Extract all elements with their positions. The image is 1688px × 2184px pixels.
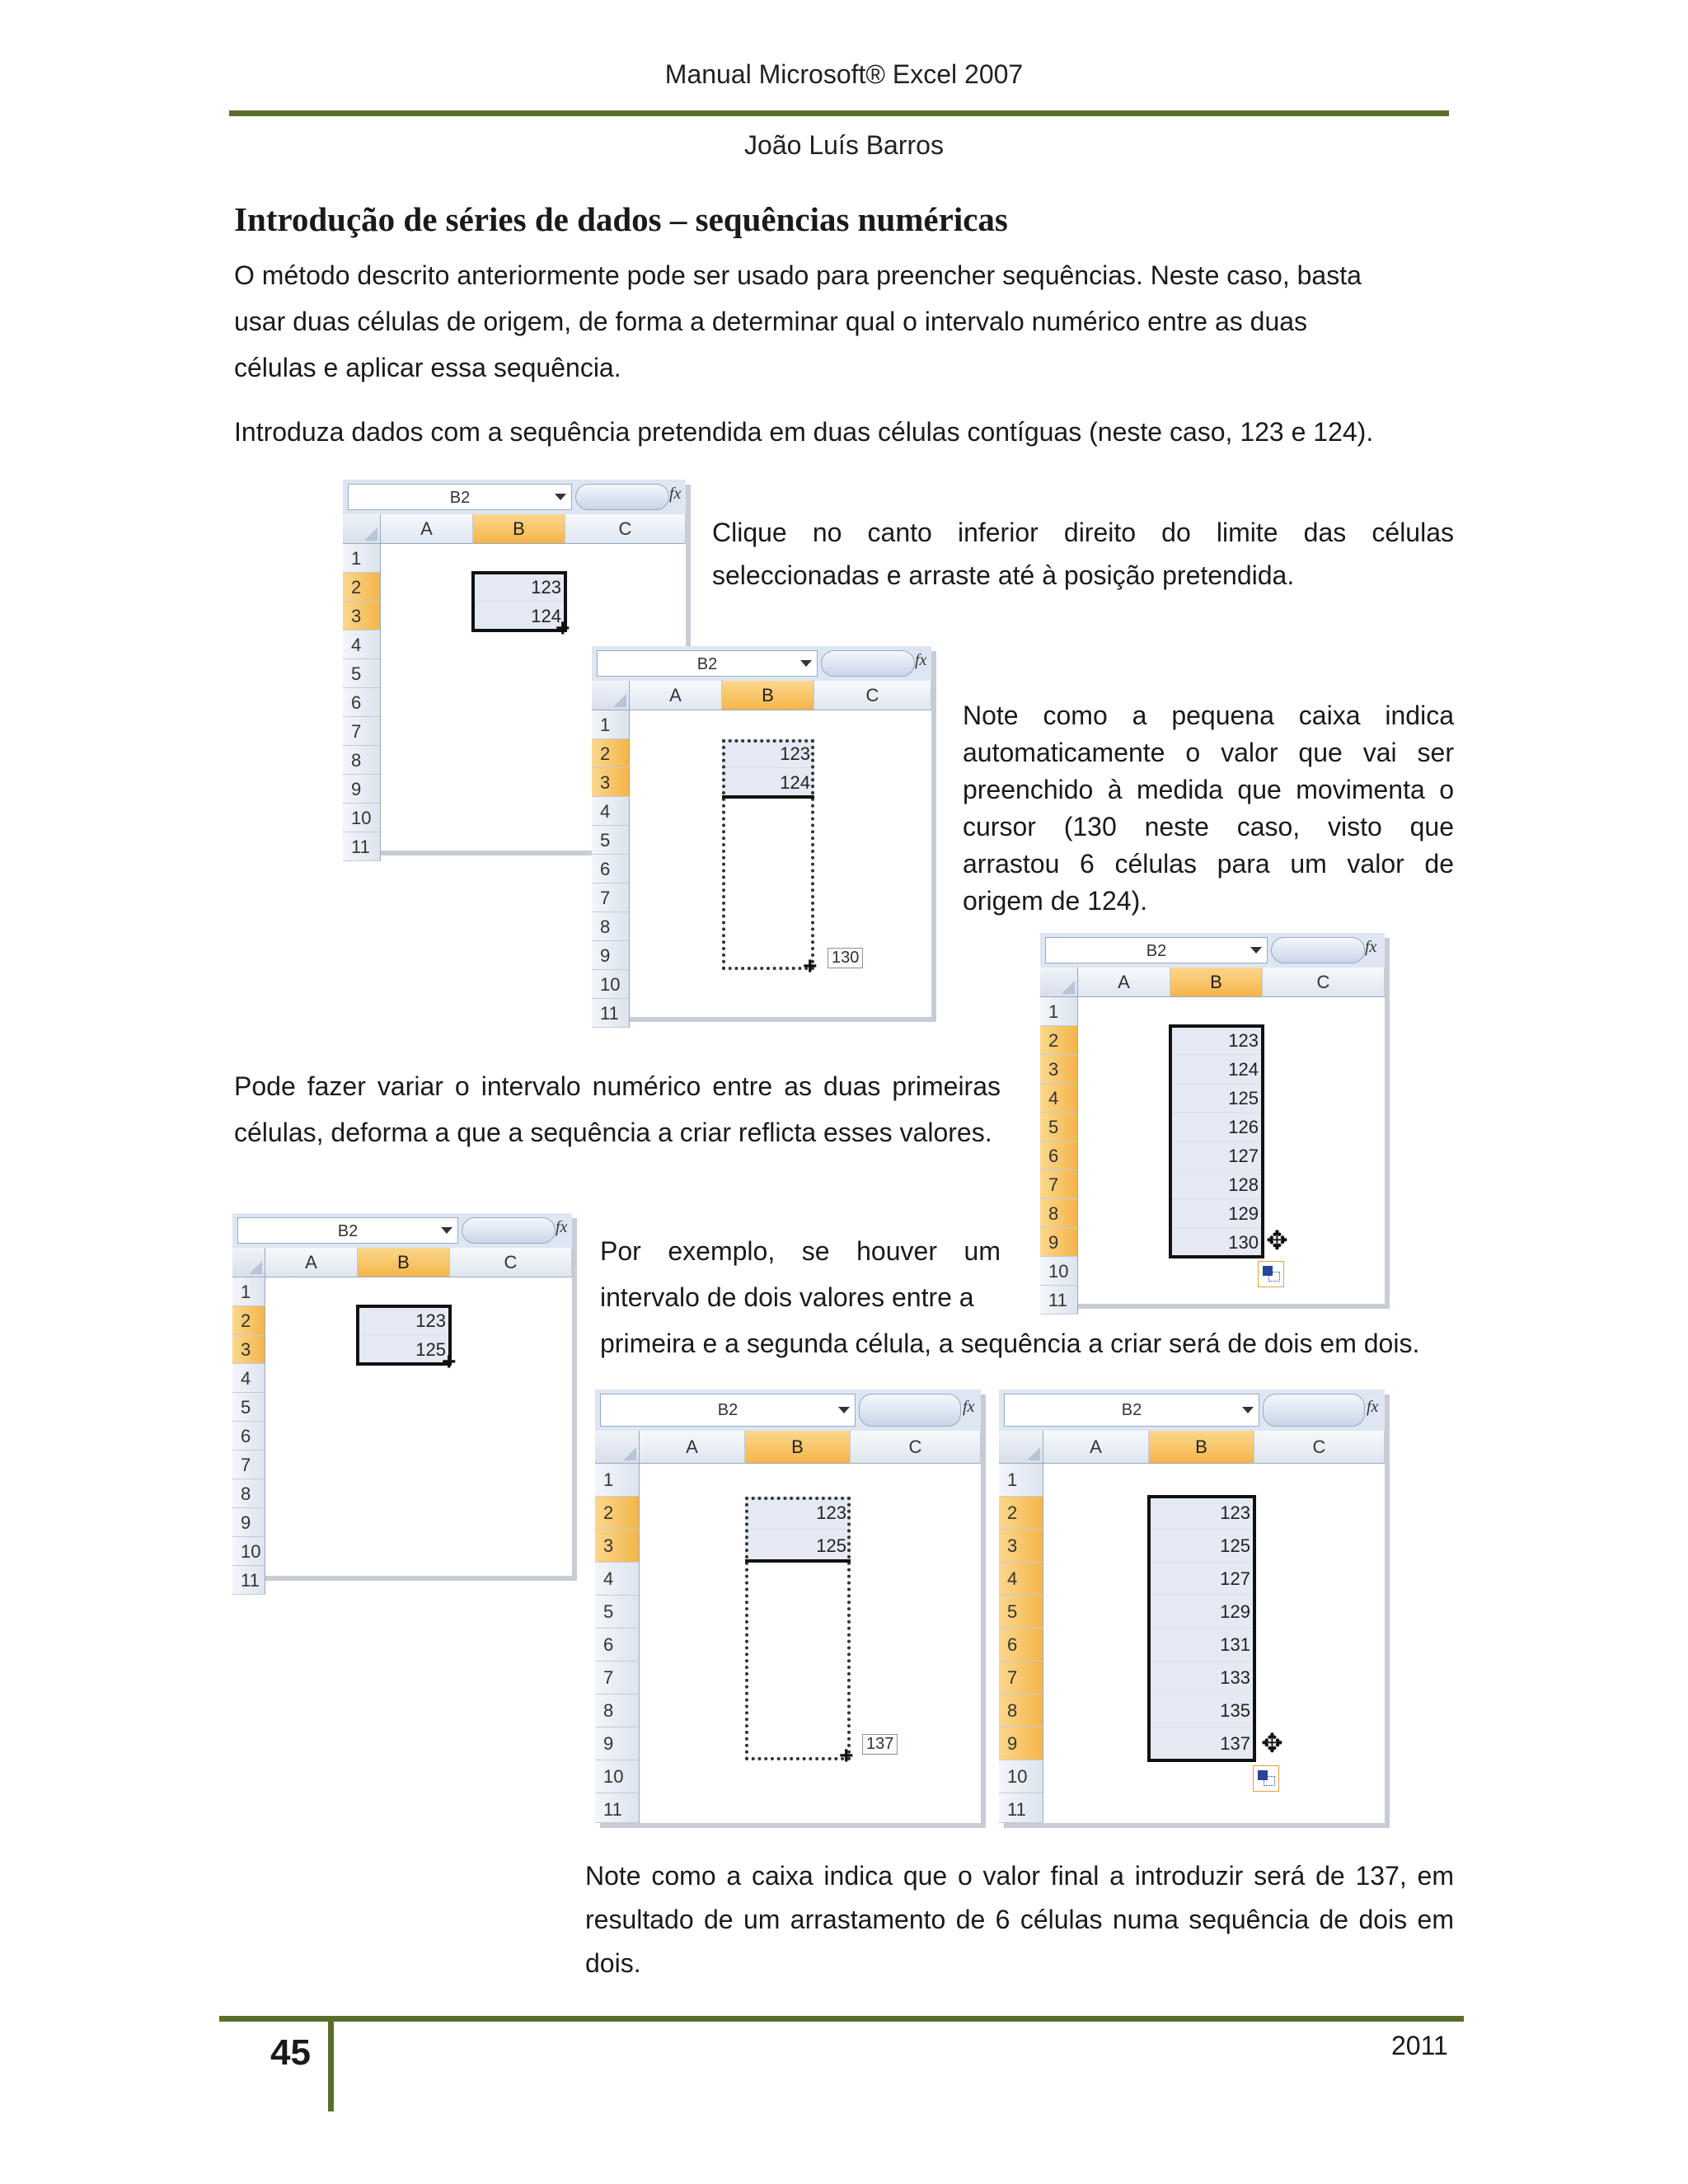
row-header-2[interactable]: 2 bbox=[1040, 1026, 1078, 1055]
row-header-1[interactable]: 1 bbox=[232, 1277, 265, 1306]
row-header-11[interactable]: 11 bbox=[999, 1793, 1043, 1823]
row-header-7[interactable]: 7 bbox=[592, 883, 630, 912]
chevron-down-icon[interactable] bbox=[838, 1407, 850, 1413]
cell-b3[interactable]: 125 bbox=[745, 1530, 851, 1563]
row-header-9[interactable]: 9 bbox=[595, 1727, 640, 1760]
column-header-a[interactable]: A bbox=[630, 681, 722, 710]
row-header-3[interactable]: 3 bbox=[595, 1530, 640, 1563]
row-header-10[interactable]: 10 bbox=[592, 970, 630, 999]
excel-screenshot-3 bbox=[1040, 933, 1385, 1310]
row-header-9[interactable]: 9 bbox=[1040, 1228, 1078, 1257]
column-header-c[interactable]: C bbox=[450, 1248, 572, 1277]
row-header-8[interactable]: 8 bbox=[595, 1694, 640, 1727]
row-header-10[interactable]: 10 bbox=[343, 804, 381, 832]
chevron-down-icon[interactable] bbox=[1250, 947, 1262, 954]
row-header-6[interactable]: 6 bbox=[343, 688, 381, 717]
selection-border bbox=[356, 1305, 452, 1366]
column-header-c[interactable]: C bbox=[814, 681, 931, 710]
document-title: Manual Microsoft® Excel 2007 bbox=[664, 59, 1024, 89]
author-name: João Luís Barros bbox=[744, 130, 944, 160]
cell-b2[interactable]: 123 bbox=[358, 1306, 450, 1335]
row-header-10[interactable]: 10 bbox=[1040, 1257, 1078, 1286]
function-icon[interactable]: fx bbox=[915, 651, 927, 669]
formula-bar-expander[interactable] bbox=[462, 1217, 556, 1244]
row-header-4[interactable]: 4 bbox=[1040, 1084, 1078, 1113]
select-all-corner[interactable] bbox=[1040, 968, 1078, 997]
selection-border bbox=[471, 571, 567, 632]
row-header-6[interactable]: 6 bbox=[232, 1422, 265, 1451]
drag-fill-range bbox=[722, 739, 814, 970]
formula-bar bbox=[1040, 933, 1385, 968]
cell-b2[interactable]: 123 bbox=[722, 739, 814, 768]
function-icon[interactable]: fx bbox=[1365, 938, 1377, 956]
row-header-4[interactable]: 4 bbox=[343, 630, 381, 659]
column-header-b[interactable]: B bbox=[1170, 968, 1263, 997]
cell-b2[interactable]: 123 bbox=[745, 1497, 851, 1530]
name-box[interactable] bbox=[1004, 1394, 1259, 1427]
column-header-a[interactable]: A bbox=[381, 514, 473, 544]
row-header-2[interactable]: 2 bbox=[999, 1497, 1043, 1530]
chevron-down-icon[interactable] bbox=[555, 494, 566, 500]
cell-b4[interactable]: 125 bbox=[1170, 1084, 1263, 1113]
step-two-text: Clique no canto inferior direito do limite das células seleccionadas e arraste até à posição pretendida. bbox=[712, 518, 1454, 590]
cell-b9[interactable]: 130 bbox=[1170, 1228, 1263, 1257]
select-all-corner[interactable] bbox=[232, 1248, 265, 1277]
note-one-text: Note como a pequena caixa indica automaticamente o valor que vai ser preenchido à medida que movimenta o cursor (130 neste caso, visto que arrastou 6 células para um valor de origem de 124). bbox=[963, 701, 1454, 916]
row-header-10[interactable]: 10 bbox=[999, 1760, 1043, 1793]
name-box-value: B2 bbox=[717, 1401, 738, 1419]
formula-bar-expander[interactable] bbox=[1271, 937, 1365, 963]
cell-b6[interactable]: 131 bbox=[1149, 1629, 1254, 1661]
row-header-10[interactable]: 10 bbox=[232, 1537, 265, 1566]
column-header-b[interactable]: B bbox=[473, 514, 565, 544]
row-header-6[interactable]: 6 bbox=[592, 855, 630, 883]
cell-b3[interactable]: 125 bbox=[358, 1335, 450, 1364]
row-header-4[interactable]: 4 bbox=[999, 1563, 1043, 1596]
cell-b3[interactable]: 125 bbox=[1149, 1530, 1254, 1563]
row-header-8[interactable]: 8 bbox=[232, 1479, 265, 1508]
intro-line-2: usar duas células de origem, de forma a determinar qual o intervalo numérico entre as duas bbox=[234, 307, 1308, 336]
column-header-b[interactable]: B bbox=[722, 681, 814, 710]
chevron-down-icon[interactable] bbox=[1242, 1407, 1254, 1413]
row-header-3[interactable]: 3 bbox=[999, 1530, 1043, 1563]
name-box[interactable] bbox=[1045, 937, 1268, 963]
row-header-1[interactable]: 1 bbox=[595, 1464, 640, 1497]
row-header-1[interactable]: 1 bbox=[1040, 997, 1078, 1026]
selection-border bbox=[1169, 1024, 1264, 1258]
move-cursor-icon: ✥ bbox=[1261, 1728, 1283, 1758]
column-header-b[interactable]: B bbox=[1149, 1431, 1254, 1464]
auto-fill-options-icon[interactable] bbox=[1258, 1261, 1284, 1287]
move-cursor-icon: ✥ bbox=[1266, 1226, 1288, 1255]
footer-rule bbox=[219, 2016, 1464, 2022]
name-box[interactable] bbox=[237, 1217, 458, 1244]
source-range-bottom-border bbox=[745, 1559, 851, 1563]
row-header-9[interactable]: 9 bbox=[343, 775, 381, 804]
excel-screenshot-6 bbox=[999, 1390, 1385, 1823]
column-header-a[interactable]: A bbox=[1043, 1431, 1149, 1464]
auto-fill-options-icon[interactable] bbox=[1253, 1765, 1279, 1792]
column-header-c[interactable]: C bbox=[851, 1431, 981, 1464]
note-two-text: Note como a caixa indica que o valor final a introduzir será de 137, em resultado de um arrastamento de 6 células numa sequência de dois em dois. bbox=[585, 1861, 1454, 1978]
cell-b3[interactable]: 124 bbox=[722, 768, 814, 797]
column-header-c[interactable]: C bbox=[1263, 968, 1385, 997]
column-header-c[interactable]: C bbox=[565, 514, 686, 544]
row-header-8[interactable]: 8 bbox=[592, 912, 630, 941]
cell-b8[interactable]: 135 bbox=[1149, 1694, 1254, 1727]
step-one-text: Introduza dados com a sequência pretendida em duas células contíguas (neste caso, 123 e 124). bbox=[234, 417, 1374, 447]
row-header-7[interactable]: 7 bbox=[999, 1661, 1043, 1694]
fill-handle-cursor-icon: + bbox=[442, 1348, 457, 1376]
row-header-8[interactable]: 8 bbox=[1040, 1199, 1078, 1228]
row-header-3[interactable]: 3 bbox=[232, 1335, 265, 1364]
name-box-value: B2 bbox=[696, 655, 718, 673]
select-all-corner[interactable] bbox=[595, 1431, 640, 1464]
column-header-a[interactable]: A bbox=[1078, 968, 1170, 997]
cell-b7[interactable]: 128 bbox=[1170, 1170, 1263, 1199]
row-header-10[interactable]: 10 bbox=[595, 1760, 640, 1793]
section-title: Introdução de séries de dados – sequências numéricas bbox=[234, 200, 1008, 238]
cell-b6[interactable]: 127 bbox=[1170, 1141, 1263, 1170]
row-header-8[interactable]: 8 bbox=[343, 746, 381, 775]
name-box[interactable] bbox=[348, 484, 572, 510]
row-header-5[interactable]: 5 bbox=[595, 1596, 640, 1629]
cell-b3[interactable]: 124 bbox=[473, 602, 565, 630]
header-rule bbox=[229, 110, 1449, 116]
row-header-5[interactable]: 5 bbox=[1040, 1113, 1078, 1141]
function-icon[interactable]: fx bbox=[556, 1218, 568, 1236]
cell-b2[interactable]: 123 bbox=[1170, 1026, 1263, 1055]
row-header-11[interactable]: 11 bbox=[595, 1793, 640, 1823]
row-header-2[interactable]: 2 bbox=[232, 1306, 265, 1335]
cell-b9[interactable]: 137 bbox=[1149, 1727, 1254, 1760]
chevron-down-icon[interactable] bbox=[441, 1227, 452, 1234]
row-header-1[interactable]: 1 bbox=[999, 1464, 1043, 1497]
cell-b2[interactable]: 123 bbox=[1149, 1497, 1254, 1530]
select-all-corner[interactable] bbox=[343, 514, 381, 544]
cell-b7[interactable]: 133 bbox=[1149, 1661, 1254, 1694]
row-header-2[interactable]: 2 bbox=[343, 573, 381, 602]
row-header-9[interactable]: 9 bbox=[592, 941, 630, 970]
function-icon[interactable]: fx bbox=[669, 485, 682, 503]
row-header-11[interactable]: 11 bbox=[343, 832, 381, 861]
excel-screenshot-4 bbox=[232, 1213, 572, 1591]
row-header-9[interactable]: 9 bbox=[232, 1508, 265, 1537]
column-header-a[interactable]: A bbox=[640, 1431, 745, 1464]
column-header-b[interactable]: B bbox=[358, 1248, 450, 1277]
name-box-value: B2 bbox=[1121, 1401, 1142, 1419]
formula-bar bbox=[592, 646, 931, 682]
footer-vertical-rule bbox=[328, 2016, 334, 2111]
function-icon[interactable]: fx bbox=[963, 1398, 975, 1416]
name-box-value: B2 bbox=[337, 1222, 359, 1240]
column-header-b[interactable]: B bbox=[745, 1431, 851, 1464]
row-header-5[interactable]: 5 bbox=[999, 1596, 1043, 1629]
row-header-6[interactable]: 6 bbox=[1040, 1141, 1078, 1170]
cell-b5[interactable]: 126 bbox=[1170, 1113, 1263, 1141]
fill-value-tooltip: 137 bbox=[862, 1734, 898, 1755]
cell-b3[interactable]: 124 bbox=[1170, 1055, 1263, 1084]
row-header-5[interactable]: 5 bbox=[592, 826, 630, 855]
column-header-a[interactable]: A bbox=[265, 1248, 358, 1277]
row-header-3[interactable]: 3 bbox=[343, 602, 381, 630]
row-header-7[interactable]: 7 bbox=[232, 1451, 265, 1479]
row-header-1[interactable]: 1 bbox=[592, 710, 630, 739]
chevron-down-icon[interactable] bbox=[800, 660, 812, 667]
cell-b2[interactable]: 123 bbox=[473, 573, 565, 602]
row-header-9[interactable]: 9 bbox=[999, 1727, 1043, 1760]
row-header-1[interactable]: 1 bbox=[343, 544, 381, 573]
row-header-7[interactable]: 7 bbox=[343, 717, 381, 746]
excel-screenshot-2 bbox=[592, 646, 931, 1024]
name-box-value: B2 bbox=[449, 489, 471, 507]
selection-border bbox=[1147, 1495, 1256, 1762]
intro-paragraph bbox=[234, 252, 1454, 391]
formula-bar bbox=[999, 1390, 1385, 1432]
row-header-11[interactable]: 11 bbox=[1040, 1286, 1078, 1315]
select-all-corner[interactable] bbox=[999, 1431, 1043, 1464]
cell-b4[interactable]: 127 bbox=[1149, 1563, 1254, 1596]
row-header-4[interactable]: 4 bbox=[592, 797, 630, 826]
fill-handle-cursor-icon: + bbox=[803, 953, 818, 980]
row-header-5[interactable]: 5 bbox=[343, 659, 381, 688]
drag-fill-range bbox=[745, 1497, 851, 1760]
row-header-3[interactable]: 3 bbox=[1040, 1055, 1078, 1084]
row-header-6[interactable]: 6 bbox=[595, 1629, 640, 1661]
row-header-4[interactable]: 4 bbox=[595, 1563, 640, 1596]
formula-bar-expander[interactable] bbox=[1263, 1394, 1365, 1427]
function-icon[interactable]: fx bbox=[1367, 1398, 1379, 1416]
name-box[interactable] bbox=[597, 650, 818, 677]
row-header-2[interactable]: 2 bbox=[595, 1497, 640, 1530]
row-header-7[interactable]: 7 bbox=[595, 1661, 640, 1694]
row-header-4[interactable]: 4 bbox=[232, 1364, 265, 1393]
row-header-6[interactable]: 6 bbox=[999, 1629, 1043, 1661]
column-header-c[interactable]: C bbox=[1254, 1431, 1385, 1464]
footer-year: 2011 bbox=[1391, 2031, 1448, 2060]
cell-b5[interactable]: 129 bbox=[1149, 1596, 1254, 1629]
example-text-part-1: Por exemplo, se houver um intervalo de dois valores entre a bbox=[600, 1236, 1001, 1312]
intro-line-1: O método descrito anteriormente pode ser usado para preencher sequências. Neste caso, basta bbox=[234, 260, 1362, 290]
name-box-value: B2 bbox=[1146, 942, 1167, 960]
row-header-8[interactable]: 8 bbox=[999, 1694, 1043, 1727]
intro-line-3: células e aplicar essa sequência. bbox=[234, 353, 621, 382]
formula-bar bbox=[343, 480, 686, 515]
select-all-corner[interactable] bbox=[592, 681, 630, 710]
formula-bar-expander[interactable] bbox=[575, 484, 669, 510]
page-number: 45 bbox=[270, 2032, 311, 2073]
row-header-7[interactable]: 7 bbox=[1040, 1170, 1078, 1199]
row-header-2[interactable]: 2 bbox=[592, 739, 630, 768]
fill-handle-cursor-icon: + bbox=[839, 1742, 854, 1769]
formula-bar bbox=[595, 1390, 981, 1432]
fill-value-tooltip: 130 bbox=[828, 948, 863, 968]
vary-interval-text: Pode fazer variar o intervalo numérico entre as duas primeiras células, deforma a que a sequência a criar reflicta esses valores. bbox=[234, 1071, 1001, 1147]
example-text-part-2: primeira e a segunda célula, a sequência a criar será de dois em dois. bbox=[600, 1329, 1420, 1358]
row-header-5[interactable]: 5 bbox=[232, 1393, 265, 1422]
name-box[interactable] bbox=[600, 1394, 856, 1427]
fill-handle-cursor-icon: + bbox=[556, 615, 570, 642]
formula-bar-expander[interactable] bbox=[821, 650, 915, 677]
excel-screenshot-5 bbox=[595, 1390, 981, 1823]
row-header-11[interactable]: 11 bbox=[592, 999, 630, 1028]
source-range-bottom-border bbox=[722, 795, 814, 799]
formula-bar bbox=[232, 1213, 572, 1249]
cell-b8[interactable]: 129 bbox=[1170, 1199, 1263, 1228]
row-header-11[interactable]: 11 bbox=[232, 1566, 265, 1595]
formula-bar-expander[interactable] bbox=[859, 1394, 961, 1427]
row-header-3[interactable]: 3 bbox=[592, 768, 630, 797]
